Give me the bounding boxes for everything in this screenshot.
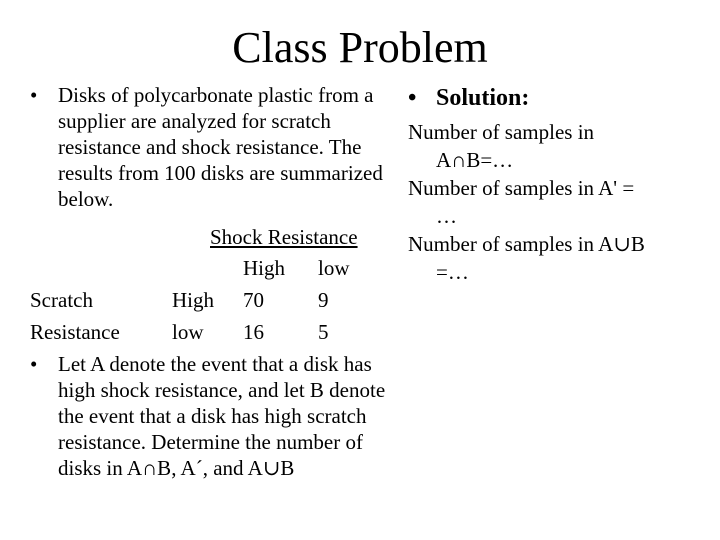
table-cell: 16 bbox=[243, 320, 264, 344]
table-cell: 70 bbox=[243, 288, 264, 312]
table-cell: 9 bbox=[318, 288, 329, 312]
solution-lines bbox=[408, 118, 708, 286]
problem-intro: Disks of polycarbonate plastic from a supplier are analyzed for scratch resistance and shock resistance. The results from 100 disks are summarized below. bbox=[58, 83, 383, 211]
table-row bbox=[30, 316, 378, 348]
solution-panel bbox=[408, 84, 708, 286]
problem-panel bbox=[30, 82, 402, 481]
column-header-low: low bbox=[318, 256, 350, 280]
slide-title: Class Problem bbox=[232, 23, 488, 72]
row-group-label: Resistance bbox=[30, 320, 120, 344]
problem-question: Let A denote the event that a disk has high shock resistance, and let B denote the event that a disk has high scratch resistance. Determine the number of disks in A∩B, A´, and A∪B bbox=[58, 352, 386, 480]
solution-line: Number of samples in bbox=[408, 120, 595, 144]
column-header-high: High bbox=[243, 256, 285, 280]
table-row bbox=[30, 284, 378, 316]
table-column-group-header: Shock Resistance bbox=[210, 225, 358, 249]
bullet-dot: • bbox=[408, 85, 417, 111]
table-cell bbox=[30, 252, 172, 284]
bullet-dot: • bbox=[30, 352, 38, 376]
row-label: High bbox=[172, 288, 214, 312]
solution-line: Number of samples in A' = bbox=[408, 176, 635, 200]
solution-heading-bullet bbox=[408, 84, 708, 112]
row-group-label: Scratch bbox=[30, 288, 93, 312]
solution-line-continuation: … bbox=[436, 204, 457, 228]
row-label: low bbox=[172, 320, 204, 344]
solution-line-continuation: A∩B=… bbox=[436, 148, 514, 172]
table-cell bbox=[172, 252, 243, 284]
bullet-dot: • bbox=[30, 83, 38, 107]
table-header-row bbox=[30, 252, 378, 284]
solution-heading: Solution: bbox=[436, 85, 530, 111]
question-bullet bbox=[30, 351, 402, 481]
solution-line-continuation: =… bbox=[436, 260, 469, 284]
resistance-table bbox=[30, 252, 378, 348]
solution-line: Number of samples in A∪B bbox=[408, 232, 645, 256]
intro-bullet bbox=[30, 82, 402, 212]
table-cell: 5 bbox=[318, 320, 329, 344]
